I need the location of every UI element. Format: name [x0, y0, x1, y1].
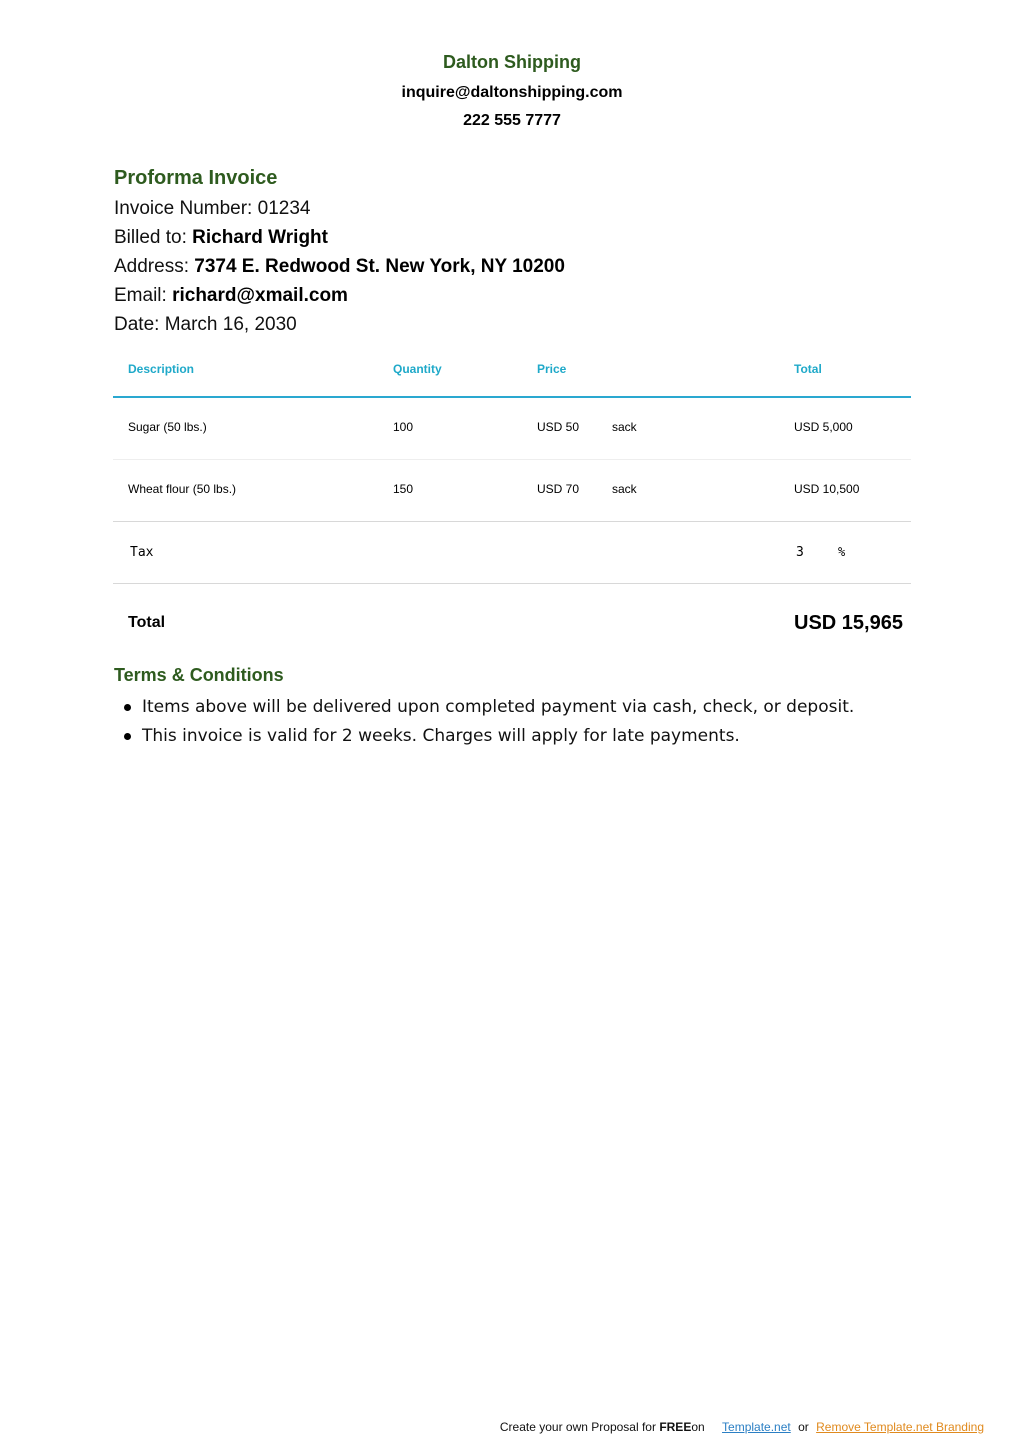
table-row	[113, 398, 911, 460]
header-price: Price	[537, 362, 567, 376]
email-value: richard@xmail.com	[172, 285, 348, 306]
footer-prefix: Create your own Proposal for	[499, 1420, 656, 1434]
terms-title: Terms & Conditions	[114, 665, 284, 685]
terms-item-text: This invoice is valid for 2 weeks. Charges will apply for late payments.	[142, 726, 740, 746]
row-total: USD 10,500	[794, 482, 860, 496]
row-price: USD 70	[537, 482, 580, 496]
footer-on: on	[691, 1420, 705, 1434]
bullet-icon	[124, 733, 131, 740]
footer-or: or	[798, 1420, 809, 1434]
tax-unit: %	[838, 545, 846, 559]
tax-value: 3	[796, 545, 804, 560]
row-unit: sack	[612, 482, 637, 496]
grand-total-label: Total	[128, 614, 166, 631]
invoice-number-label: Invoice Number:	[114, 198, 253, 219]
address-label: Address:	[114, 256, 189, 277]
invoice-number-line	[114, 198, 310, 220]
invoice-title: Proforma Invoice	[114, 167, 278, 189]
terms-list	[114, 693, 854, 751]
row-description: Sugar (50 lbs.)	[128, 420, 207, 434]
company-email: inquire@daltonshipping.com	[401, 84, 623, 101]
date-line	[114, 314, 297, 336]
tax-row	[113, 522, 911, 584]
footer-free: FREE	[659, 1420, 692, 1434]
address-line	[114, 256, 565, 278]
table-header	[113, 340, 911, 398]
billed-to-line	[114, 227, 328, 249]
list-item	[114, 693, 854, 722]
row-price: USD 50	[537, 420, 580, 434]
row-description: Wheat flour (50 lbs.)	[128, 482, 237, 496]
billed-to-value: Richard Wright	[192, 227, 328, 248]
row-total: USD 5,000	[794, 420, 853, 434]
company-name: Dalton Shipping	[443, 52, 581, 72]
tax-label: Tax	[130, 545, 154, 560]
company-phone: 222 555 7777	[463, 112, 561, 129]
date-value: March 16, 2030	[164, 314, 297, 335]
grand-total-value: USD 15,965	[794, 612, 903, 634]
row-quantity: 150	[393, 482, 414, 496]
row-quantity: 100	[393, 420, 414, 434]
billed-to-label: Billed to:	[114, 227, 187, 248]
header-quantity: Quantity	[393, 362, 442, 376]
invoice-table	[113, 340, 911, 654]
bullet-icon	[124, 704, 131, 711]
header-total: Total	[794, 362, 822, 376]
list-item	[114, 722, 854, 751]
row-unit: sack	[612, 420, 637, 434]
terms-item-text: Items above will be delivered upon completed payment via cash, check, or deposit.	[142, 697, 855, 717]
footer-branding	[500, 1420, 984, 1434]
header-description: Description	[128, 362, 195, 376]
table-row	[113, 460, 911, 522]
remove-branding-link[interactable]: Remove Template.net Branding	[816, 1420, 984, 1434]
template-net-link[interactable]: Template.net	[722, 1420, 791, 1434]
invoice-number-value: 01234	[257, 198, 311, 219]
email-label: Email:	[114, 285, 167, 306]
date-label: Date:	[114, 314, 160, 335]
address-value: 7374 E. Redwood St. New York, NY 10200	[194, 256, 565, 277]
email-line	[114, 285, 348, 307]
grand-total-row	[113, 584, 911, 654]
